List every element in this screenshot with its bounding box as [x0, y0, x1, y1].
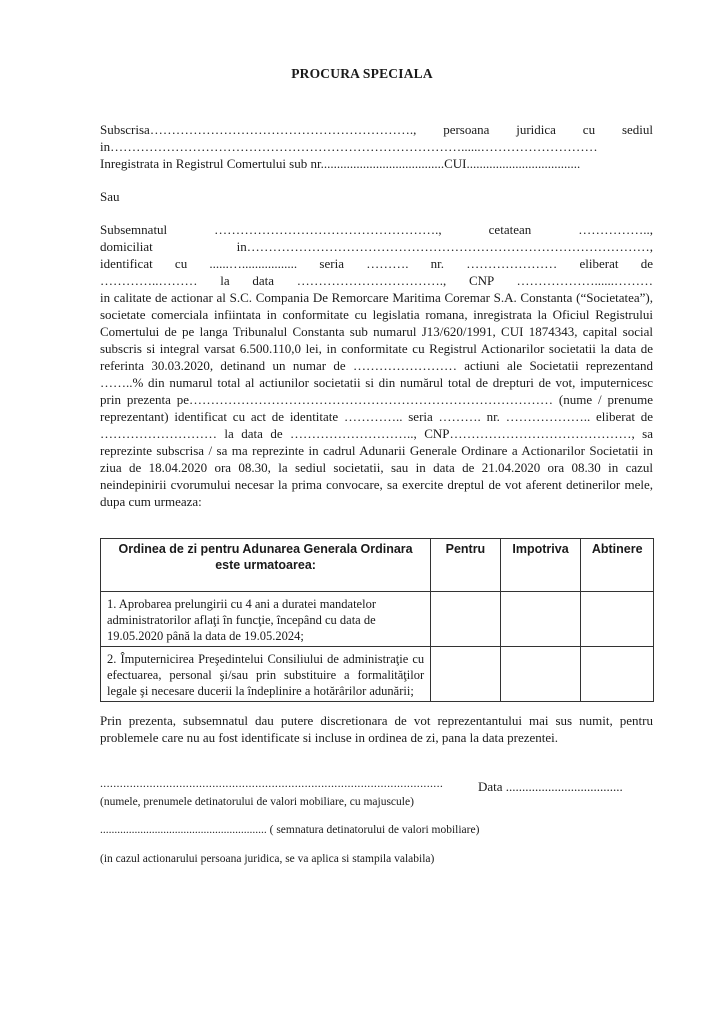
closing-section — [100, 712, 653, 746]
agenda-item-row — [101, 592, 654, 647]
closing-paragraph: Prin prezenta, subsemnatul dau putere discretionara de vot reprezentantului mai sus numit, pentru problemele care nu au fost identificate si incluse in ordinea de zi, pana la data prezentei. — [100, 713, 653, 745]
name-signature-line[interactable]: ........................................................................................................ — [100, 776, 444, 790]
agenda-header: Ordinea de zi pentru Adunarea Generala Ordinara este urmatoarea: — [101, 539, 431, 592]
vote-abtinere-cell[interactable] — [581, 592, 654, 647]
vote-impotriva-cell[interactable] — [500, 647, 581, 702]
document-title: PROCURA SPECIALA — [291, 66, 433, 81]
abtinere-header: Abtinere — [581, 539, 654, 592]
or-separator: Sau — [100, 189, 120, 204]
vote-abtinere-cell[interactable] — [581, 647, 654, 702]
voting-table — [100, 538, 654, 702]
legal-entity-section — [100, 121, 653, 172]
date-field[interactable]: Data .................................... — [478, 779, 623, 794]
impotriva-header: Impotriva — [500, 539, 581, 592]
legal-entity-line-2: in………………………………………………………………………......……………………… — [100, 139, 598, 154]
legal-entity-line-1: Subscrisa……………………………………………………., persoana juridica cu sediul — [100, 122, 653, 137]
individual-section — [100, 221, 653, 510]
signature-line[interactable]: .......................................................... ( semnatura detinatorului de valori mobiliare) — [100, 824, 480, 836]
individual-line-4: …………..……… la data ……………………………., CNP ………………......……… — [100, 273, 653, 288]
agenda-item-text: 2. Împuternicirea Preşedintelui Consiliului de administraţie cu efectuarea, personal şi/sau prin substituire a formalităţilor legale şi necesare ducerii la îndeplinire a hotărârilor adunării; — [101, 647, 431, 702]
mandate-paragraph: in calitate de actionar al S.C. Compania De Remorcare Maritima Coremar S.A. Constanta (“Societatea”), societate comerciala infiintata in conformitate cu legislatia romana, inregistrata la Oficiul Registrului Comertului de pe langa Tribunalul Constanta sub numarul J13/620/1991, CUI 1874343, capital social subscris si integral varsat 6.500.110,0 lei, in conformitate cu Registrul Actionarilor societatii la data de referinta 30.03.2020, detinand un numar de …………………… actiuni ale Societatii reprezentand ……..% din numarul total al actiunilor societatii si din numărul total de drepturi de vot, imputernicesc prin prezenta pe………………………………………………………………………… (nume / prenume reprezentant) identificat cu act de identitate ………….. seria ………. nr. ……………….. eliberat de ……………………… la data de ……………………….., CNP……………………………………, sa reprezinte subscrisa / sa ma reprezinte in cadrul Adunarii Generale Ordinare a Actionarilor Societatii in ziua de 18.04.2020 ora 08.30, la sediul societatii, sau in data de 21.04.2020 ora 08.30 in cazul neindepinirii cvorumului necesar la prima convocare, sa exercite dreptul de vot aferent detinerilor mele, dupa cum urmeaza: — [100, 290, 653, 509]
vote-pentru-cell[interactable] — [431, 592, 501, 647]
individual-line-1: Subsemnatul ……………………………………………., cetatean …………….., — [100, 222, 653, 237]
vote-pentru-cell[interactable] — [431, 647, 501, 702]
individual-line-3: identificat cu ......…................. seria ………. nr. ………………… eliberat de — [100, 256, 653, 271]
vote-impotriva-cell[interactable] — [500, 592, 581, 647]
voting-table-header — [101, 539, 654, 592]
stamp-note: (in cazul actionarului persoana juridica, se va aplica si stampila valabila) — [100, 853, 435, 865]
name-caption: (numele, prenumele detinatorului de valori mobiliare, cu majuscule) — [100, 796, 414, 808]
pentru-header: Pentru — [431, 539, 501, 592]
legal-entity-line-3: Inregistrata in Registrul Comertului sub nr......................................CUI................................... — [100, 156, 581, 171]
individual-line-2: domiciliat in…………………………………………………………………………………, — [100, 239, 653, 254]
agenda-item-text: 1. Aprobarea prelungirii cu 4 ani a duratei mandatelor administratorilor aflaţi în funcţie, începând cu data de 19.05.2020 până la data de 19.05.2024; — [101, 592, 431, 647]
agenda-item-row — [101, 647, 654, 702]
